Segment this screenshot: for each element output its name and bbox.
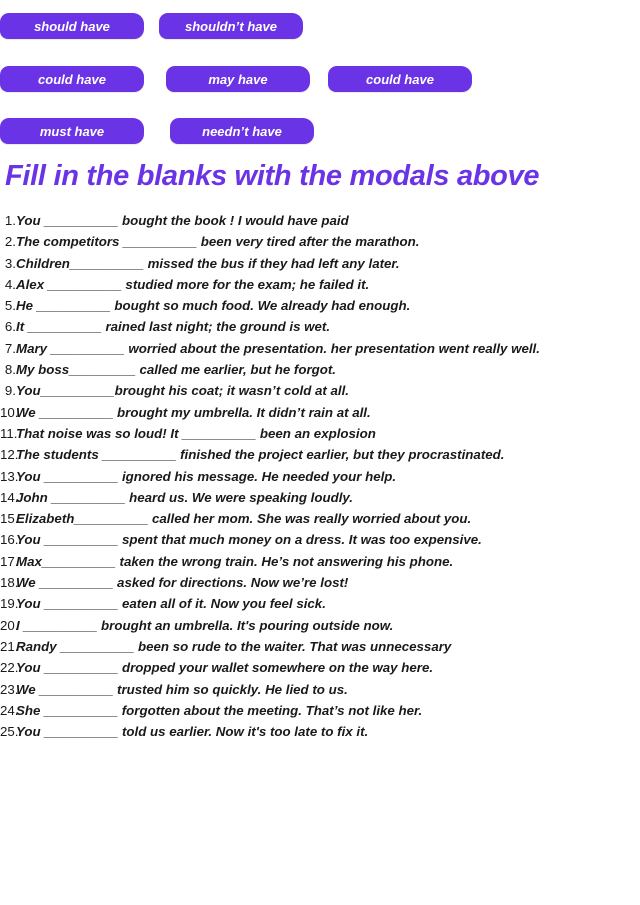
- question-item: [0, 274, 640, 295]
- question-item: [0, 231, 640, 252]
- question-number: 11.: [0, 425, 18, 441]
- question-text: We __________ asked for directions. Now we’re lost!: [16, 575, 349, 591]
- question-text: We __________ trusted him so quickly. He lied to us.: [16, 681, 348, 697]
- question-text: You__________brought his coat; it wasn’t cold at all.: [16, 383, 349, 399]
- question-item: [0, 529, 640, 550]
- question-item: [0, 572, 640, 593]
- question-text: John __________ heard us. We were speaking loudly.: [16, 489, 353, 505]
- question-number: 12.: [0, 447, 19, 463]
- question-item: [0, 508, 640, 529]
- question-item: [0, 593, 640, 614]
- modal-chip-could-have[interactable]: could have: [0, 66, 144, 92]
- question-text: Elizabeth__________ called her mom. She was really worried about you.: [16, 511, 472, 527]
- modal-chip-should-have[interactable]: should have: [0, 13, 144, 39]
- question-number: 10.: [0, 404, 19, 420]
- question-item: [0, 700, 640, 721]
- question-item: [0, 359, 640, 380]
- question-number: 23.: [0, 681, 19, 697]
- question-number: 2.: [4, 234, 16, 250]
- question-text: Randy __________ been so rude to the waiter. That was unnecessary: [16, 638, 452, 654]
- question-number: 22.: [0, 660, 19, 676]
- question-text: You __________ told us earlier. Now it's too late to fix it.: [16, 724, 369, 740]
- question-number: 5.: [4, 298, 16, 314]
- question-number: 21.: [0, 638, 19, 654]
- modal-chip-neednt-have[interactable]: needn’t have: [170, 118, 314, 144]
- question-text: You __________ dropped your wallet somewhere on the way here.: [16, 660, 434, 676]
- question-number: 17.: [0, 553, 19, 569]
- question-item: [0, 721, 640, 742]
- question-item: [0, 551, 640, 572]
- question-item: [0, 210, 640, 231]
- question-number: 4.: [4, 276, 16, 292]
- question-text: You __________ bought the book ! I would have paid: [16, 213, 349, 228]
- question-text: My boss_________ called me earlier, but he forgot.: [16, 362, 337, 378]
- question-number: 14.: [0, 489, 19, 505]
- question-number: 25.: [0, 724, 19, 740]
- question-number: 24.: [0, 702, 19, 718]
- question-item: [0, 402, 640, 423]
- modal-chip-could-have-2[interactable]: could have: [328, 66, 472, 92]
- question-text: Max__________ taken the wrong train. He’s not answering his phone.: [16, 553, 454, 569]
- question-text: She __________ forgotten about the meeting. That’s not like her.: [16, 702, 423, 718]
- question-text: I __________ brought an umbrella. It's pouring outside now.: [16, 617, 394, 633]
- question-text: He __________ bought so much food. We already had enough.: [16, 298, 411, 314]
- question-item: [0, 487, 640, 508]
- question-number: 3.: [4, 255, 16, 271]
- question-item: [0, 253, 640, 274]
- question-text: Alex __________ studied more for the exam; he failed it.: [16, 276, 370, 292]
- question-text: You __________ spent that much money on a dress. It was too expensive.: [16, 532, 482, 548]
- modal-chip-shouldnt-have[interactable]: shouldn’t have: [159, 13, 303, 39]
- question-text: It __________ rained last night; the ground is wet.: [16, 319, 331, 335]
- question-item: [0, 679, 640, 700]
- question-number: 15.: [0, 511, 19, 527]
- question-text: Mary __________ worried about the presentation. her presentation went really well.: [16, 340, 540, 356]
- question-item: [0, 316, 640, 337]
- question-item: [0, 295, 640, 316]
- question-list: [0, 210, 640, 742]
- question-item: [0, 466, 640, 487]
- question-number: 16.: [0, 532, 19, 548]
- question-item: [0, 444, 640, 465]
- question-item: [0, 636, 640, 657]
- question-item: [0, 380, 640, 401]
- question-number: 20.: [0, 617, 19, 633]
- question-text: The students __________ finished the project earlier, but they procrastinated.: [16, 447, 505, 463]
- question-number: 19.: [0, 596, 19, 612]
- question-item: [0, 423, 640, 444]
- question-item: [0, 615, 640, 636]
- question-text: You __________ eaten all of it. Now you feel sick.: [16, 596, 326, 612]
- question-number: 8.: [4, 362, 16, 378]
- question-number: 13.: [0, 468, 19, 484]
- question-text: Children__________ missed the bus if they had left any later.: [16, 255, 400, 271]
- question-text: That noise was so loud! It __________ been an explosion: [16, 425, 376, 441]
- question-number: 1.: [4, 213, 16, 228]
- question-text: You __________ ignored his message. He needed your help.: [16, 468, 397, 484]
- question-number: 7.: [4, 340, 16, 356]
- question-item: [0, 338, 640, 359]
- worksheet-heading: Fill in the blanks with the modals above: [5, 160, 540, 192]
- question-number: 6.: [4, 319, 16, 335]
- question-item: [0, 657, 640, 678]
- question-number: 18.: [0, 575, 19, 591]
- modal-chip-may-have[interactable]: may have: [166, 66, 310, 92]
- modal-chip-must-have[interactable]: must have: [0, 118, 144, 144]
- question-text: We __________ brought my umbrella. It didn’t rain at all.: [16, 404, 371, 420]
- question-number: 9.: [4, 383, 16, 399]
- question-text: The competitors __________ been very tired after the marathon.: [16, 234, 420, 250]
